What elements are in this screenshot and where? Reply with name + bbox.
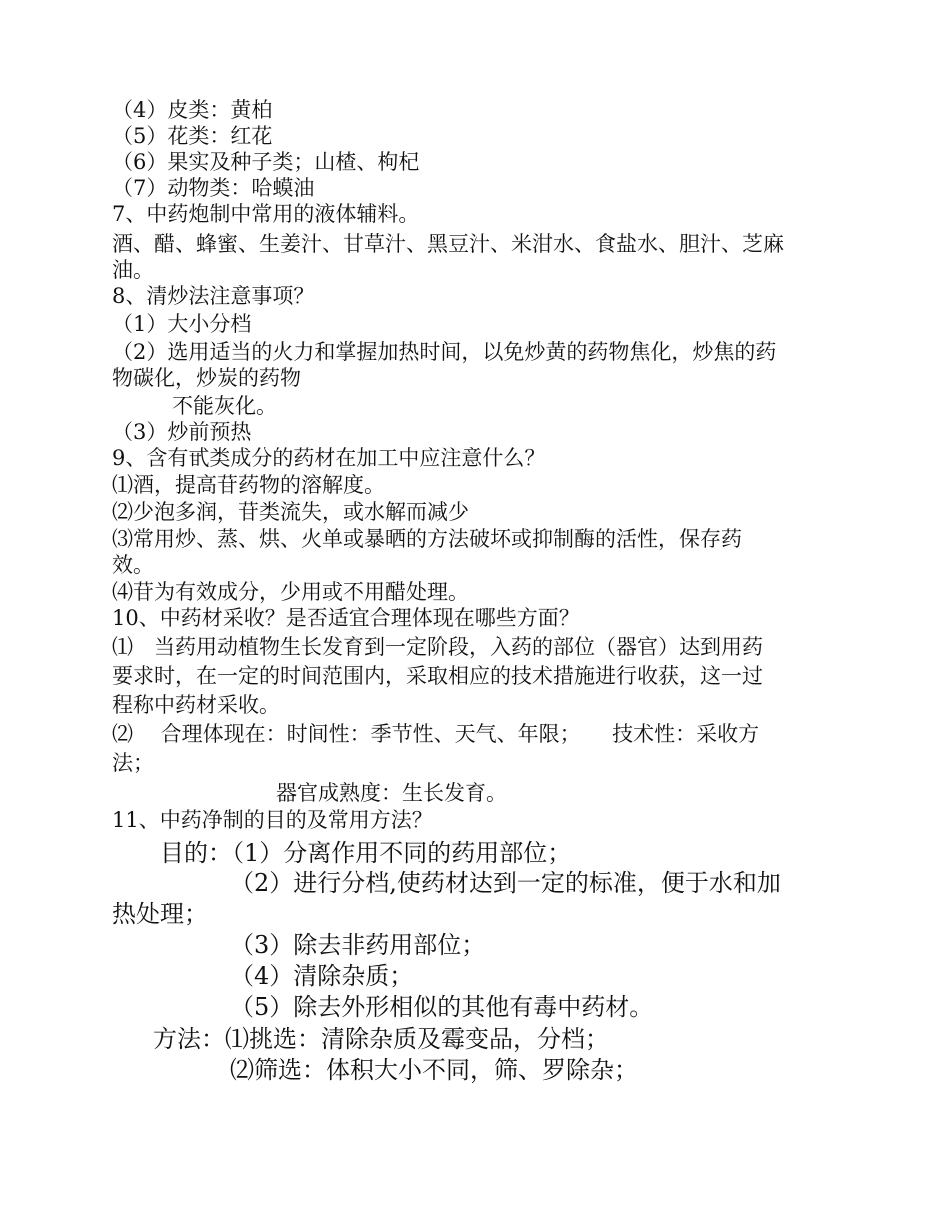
text-line: ⑴ 当药用动植物生长发育到一定阶段，入药的部位（器官）达到用药 — [112, 635, 763, 659]
text-line: 热处理； — [112, 900, 208, 928]
text-line: 程称中药材采收。 — [112, 693, 280, 717]
text-line: （4）清除杂质； — [230, 962, 414, 990]
text-line: 油。 — [112, 258, 154, 282]
text-line: （7）动物类：哈蟆油 — [112, 176, 315, 200]
text-line: ⑶常用炒、蒸、烘、火单或暴晒的方法破坏或抑制酶的活性，保存药 — [112, 527, 742, 551]
text-line: （5）花类：红花 — [112, 124, 273, 148]
question-heading: 7、中药炮制中常用的液体辅料。 — [112, 202, 420, 226]
question-heading: 11、中药净制的目的及常用方法？ — [112, 808, 433, 832]
text-line: （1）大小分档 — [112, 312, 252, 336]
text-line: （2）选用适当的火力和掌握加热时间，以免炒黄的药物焦化，炒焦的药 — [112, 340, 777, 364]
text-line: ⑵ 合理体现在：时间性：季节性、天气、年限； 技术性：采收方 — [112, 722, 760, 746]
question-heading: 9、含有甙类成分的药材在加工中应注意什么？ — [112, 446, 546, 470]
text-line: ⑵少泡多润，苷类流失，或水解而减少 — [112, 500, 469, 524]
text-line: 效。 — [112, 553, 154, 577]
text-line: ⑴酒，提高苷药物的溶解度。 — [112, 473, 385, 497]
text-line: 方法：⑴挑选：清除杂质及霉变品，分档； — [153, 1025, 609, 1053]
text-line: （2）进行分档,使药材达到一定的标准，便于水和加 — [230, 869, 781, 897]
text-line: （3）炒前预热 — [112, 420, 252, 444]
text-line: （5）除去外形相似的其他有毒中药材。 — [230, 993, 654, 1021]
text-line: （3）除去非药用部位； — [230, 931, 486, 959]
text-line: （4）皮类：黄柏 — [112, 98, 273, 122]
question-heading: 8、清炒法注意事项？ — [112, 284, 315, 308]
text-line: 酒、醋、蜂蜜、生姜汁、甘草汁、黑豆汁、米泔水、食盐水、胆汁、芝麻 — [112, 232, 784, 256]
text-line: ⑵筛选：体积大小不同，筛、罗除杂； — [230, 1056, 638, 1084]
text-line: 目的：（1）分离作用不同的药用部位； — [160, 839, 572, 867]
text-line: ⑷苷为有效成分，少用或不用醋处理。 — [112, 580, 469, 604]
text-line: 法； — [112, 751, 154, 775]
text-line: 要求时，在一定的时间范围内，采取相应的技术措施进行收获，这一过 — [112, 664, 763, 688]
text-line: 器官成熟度：生长发育。 — [276, 781, 507, 805]
text-line: （6）果实及种子类；山楂、枸杞 — [112, 150, 420, 174]
question-heading: 10、中药材采收？是否适宜合理体现在哪些方面？ — [112, 606, 580, 630]
text-line: 物碳化，炒炭的药物 — [112, 366, 301, 390]
text-line: 不能灰化。 — [172, 394, 277, 418]
